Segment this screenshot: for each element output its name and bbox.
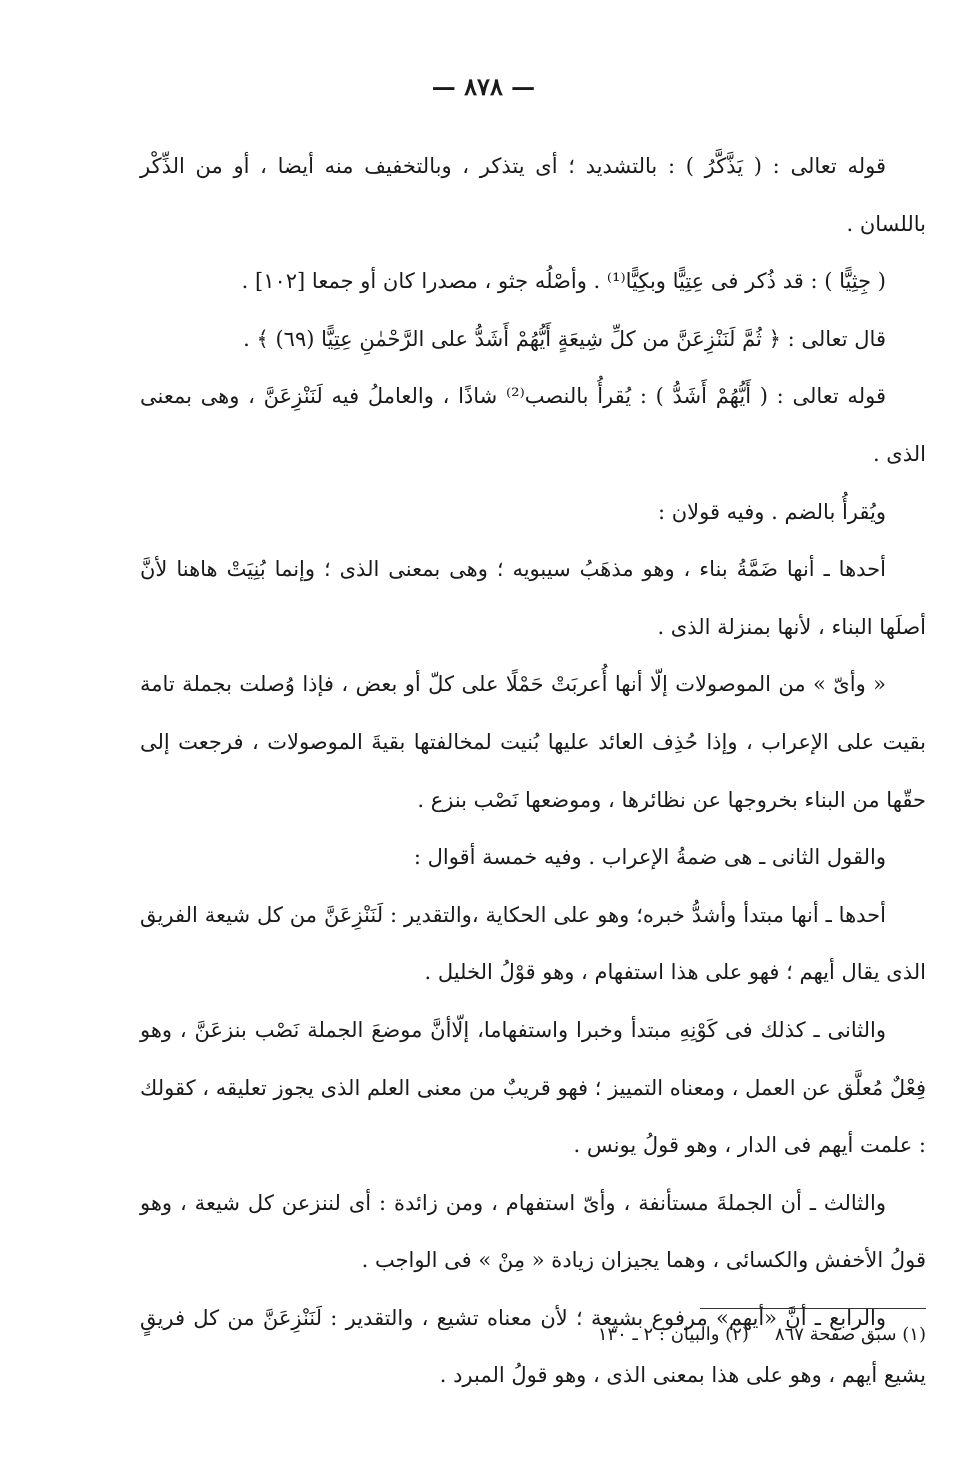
paragraph-view-three: والثالث ـ أن الجملةَ مستأنفة ، وأىّ استفهام ، ومن زائدة : أى لننزعن كل شيعة ، وهو قولُ الأخفش والكسائى ، وهما يجيزان زيادة « مِنْ » فى الواجب . — [140, 1190, 926, 1273]
paragraph-ayy-mawsulat: « وأىّ » من الموصولات إلّا أنها أُعربَتْ حَمْلًا على كلّ أو بعض ، فإذا وُصلت بجملة تامة بقيت على الإعراب ، وإذا حُذِف العائد عليها بُنيت لمخالفتها بقيةَ الموصولات ، فرجعت إلى حقّها من البناء بخروجها عن نظائرها ، وموضعها نَصْب بنزع . — [140, 672, 926, 812]
paragraph-first-opinion: أحدها ـ أنها ضَمَّةُ بناء ، وهو مذهَبُ سيبويه ؛ وهى بمعنى الذى ؛ وإنما بُنِيَتْ هاهنا لأنَّ أصلَها البناء ، لأنها بمنزلة الذى . — [140, 557, 926, 639]
paragraph-quran-verse: قال تعالى : ﴿ ثُمَّ لَنَنْزِعَنَّ من كلِّ شِيعَةٍ أَيُّهُمْ أَشَدُّ على الرَّحْمٰنِ عِتِيًّا (٦٩) ﴾ . — [243, 326, 886, 351]
footnotes — [420, 1322, 926, 1348]
footnote-1: (١) سبق صفحة ٨٦٧ — [774, 1324, 926, 1345]
paragraph-jithiyya: ( جِثِيًّا ) : قد ذُكر فى عِتِيًّا وبكِيًّا⁽¹⁾ . وأصْلُه جثو ، مصدرا كان أو جمعا [١٠٢] . — [241, 269, 886, 294]
paragraph-view-four: والرابع ـ أنَّ «أيهم» مرفوع بشيعة ؛ لأن معناه تشيع ، والتقدير : لَنَنْزِعَنَّ من كل فريقٍ يشيع أيهم ، وهو على هذا بمعنى الذى ، وهو قولُ المبرد . — [140, 1305, 926, 1388]
footnote-divider — [700, 1308, 926, 1309]
paragraph-damm-reading: ويُقرأُ بالضم . وفيه قولان : — [657, 499, 886, 524]
paragraph-view-two: والثانى ـ كذلك فى كَوْنِهِ مبتدأ وخبرا واستفهاما، إلّاأنَّ موضعَ الجملة نَصْب بنزعَنَّ ، وهو فِعْلٌ مُعلَّق عن العمل ، ومعناه التمييز ؛ فهو قريبٌ من معنى العلم الذى يجوز تعليقه ، كقولك : علمت أيهم فى الدار ، وهو قولُ يونس . — [140, 1017, 926, 1158]
footnote-2: (٢) والبيان : ٢ ـ ١٣٠ — [597, 1324, 749, 1345]
main-text — [140, 138, 926, 1405]
paragraph-yadhakkar: قوله تعالى : ( يَذَّكَّرُ ) : بالتشديد ؛ أى يتذكر ، وبالتخفيف منه أيضا ، أو من الذِّكْر باللسان . — [140, 154, 926, 236]
page-number: — ٨٧٨ — — [431, 72, 536, 101]
paragraph-view-one: أحدها ـ أنها مبتدأ وأشدُّ خبره؛ وهو على الحكاية ،والتقدير : لَنَنْزِعَنَّ من كل شيعة الفريق الذى يقال أيهم ؛ فهو على هذا استفهام ، وهو قوْلُ الخليل . — [140, 902, 926, 985]
paragraph-ayyuhum-ashadd: قوله تعالى : ( أَيُّهُمْ أَشَدُّ ) : يُقرأُ بالنصب⁽²⁾ شاذًا ، والعاملُ فيه لَنَنْزِعَنَّ ، وهى بمعنى الذى . — [140, 384, 926, 466]
paragraph-second-opinion: والقول الثانى ـ هى ضمةُ الإعراب . وفيه خمسة أقوال : — [413, 845, 886, 870]
